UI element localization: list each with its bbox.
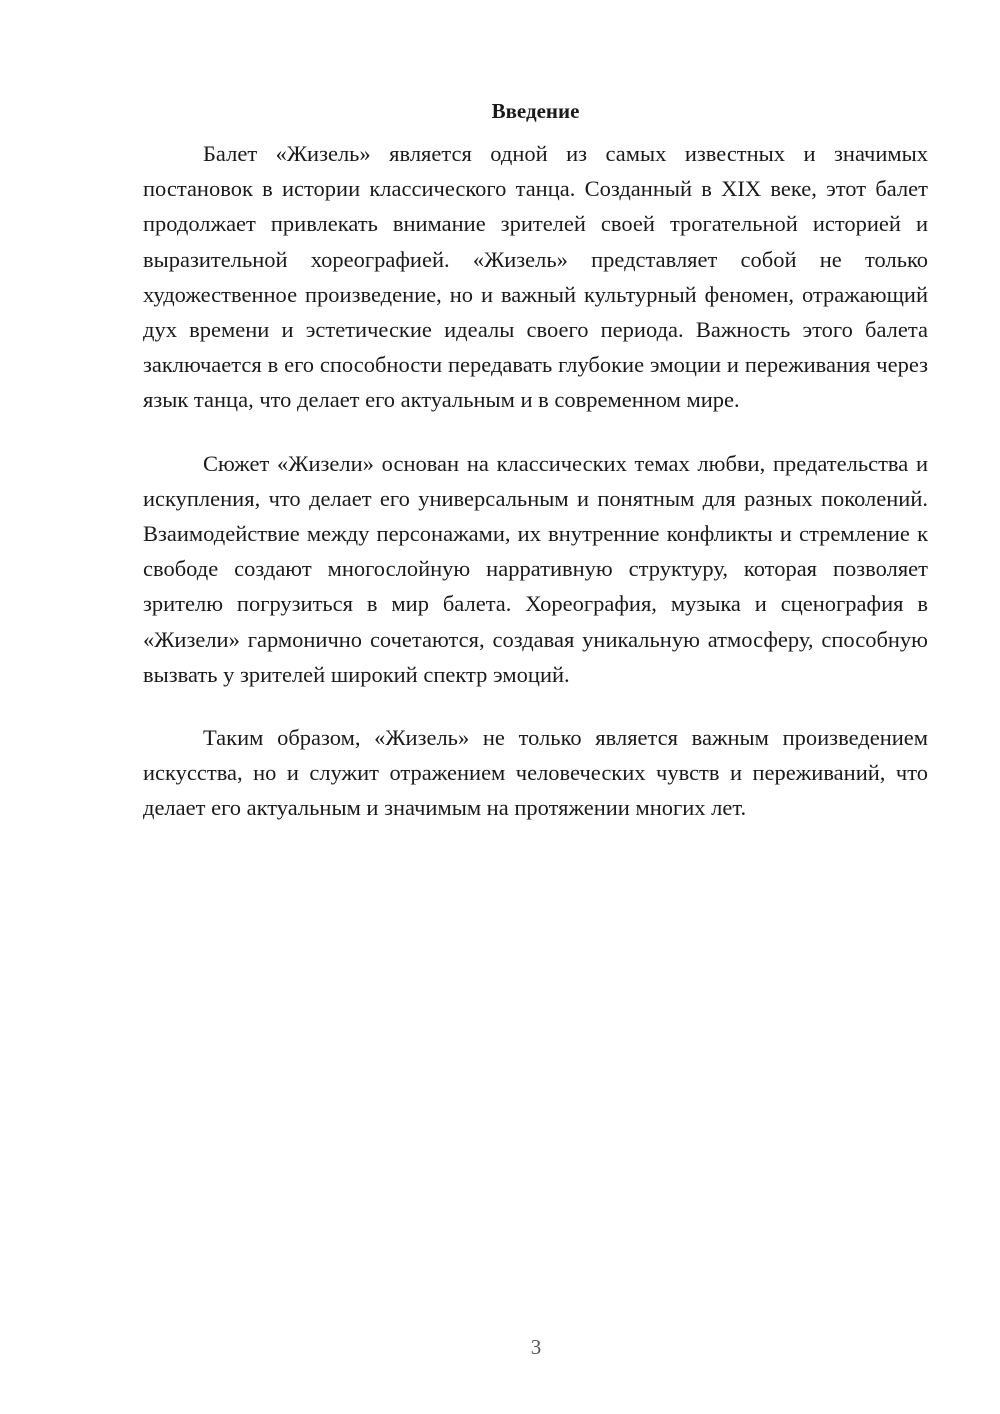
paragraph-3: Таким образом, «Жизель» не только является важным произведением искусства, но и служит отражением человеческих чувств и переживаний, что делает его актуальным и значимым на протяжении многих лет. — [143, 725, 928, 821]
document-page — [143, 96, 928, 826]
paragraph-2: Сюжет «Жизели» основан на классических темах любви, предательства и искупления, что делает его универсальным и понятным для разных поколений. Взаимодействие между персонажами, их внутренние конфликты и стремление к свободе создают многослойную нарративную структуру, которая позволяет зрителю погрузиться в мир балета. Хореография, музыка и сценография в «Жизели» гармонично сочетаются, создавая уникальную атмосферу, способную вызвать у зрителей широкий спектр эмоций. — [143, 450, 928, 687]
paragraph-1: Балет «Жизель» является одной из самых известных и значимых постановок в истории классического танца. Созданный в XIX веке, этот балет продолжает привлекать внимание зрителей своей трогательной историей и выразительной хореографией. «Жизель» представляет собой не только художественное произведение, но и важный культурный феномен, отражающий дух времени и эстетические идеалы своего периода. Важность этого балета заключается в его способности передавать глубокие эмоции и переживания через язык танца, что делает его актуальным и в современном мире. — [143, 141, 928, 413]
section-title: Введение — [491, 99, 580, 123]
page-number: 3 — [530, 1335, 542, 1359]
